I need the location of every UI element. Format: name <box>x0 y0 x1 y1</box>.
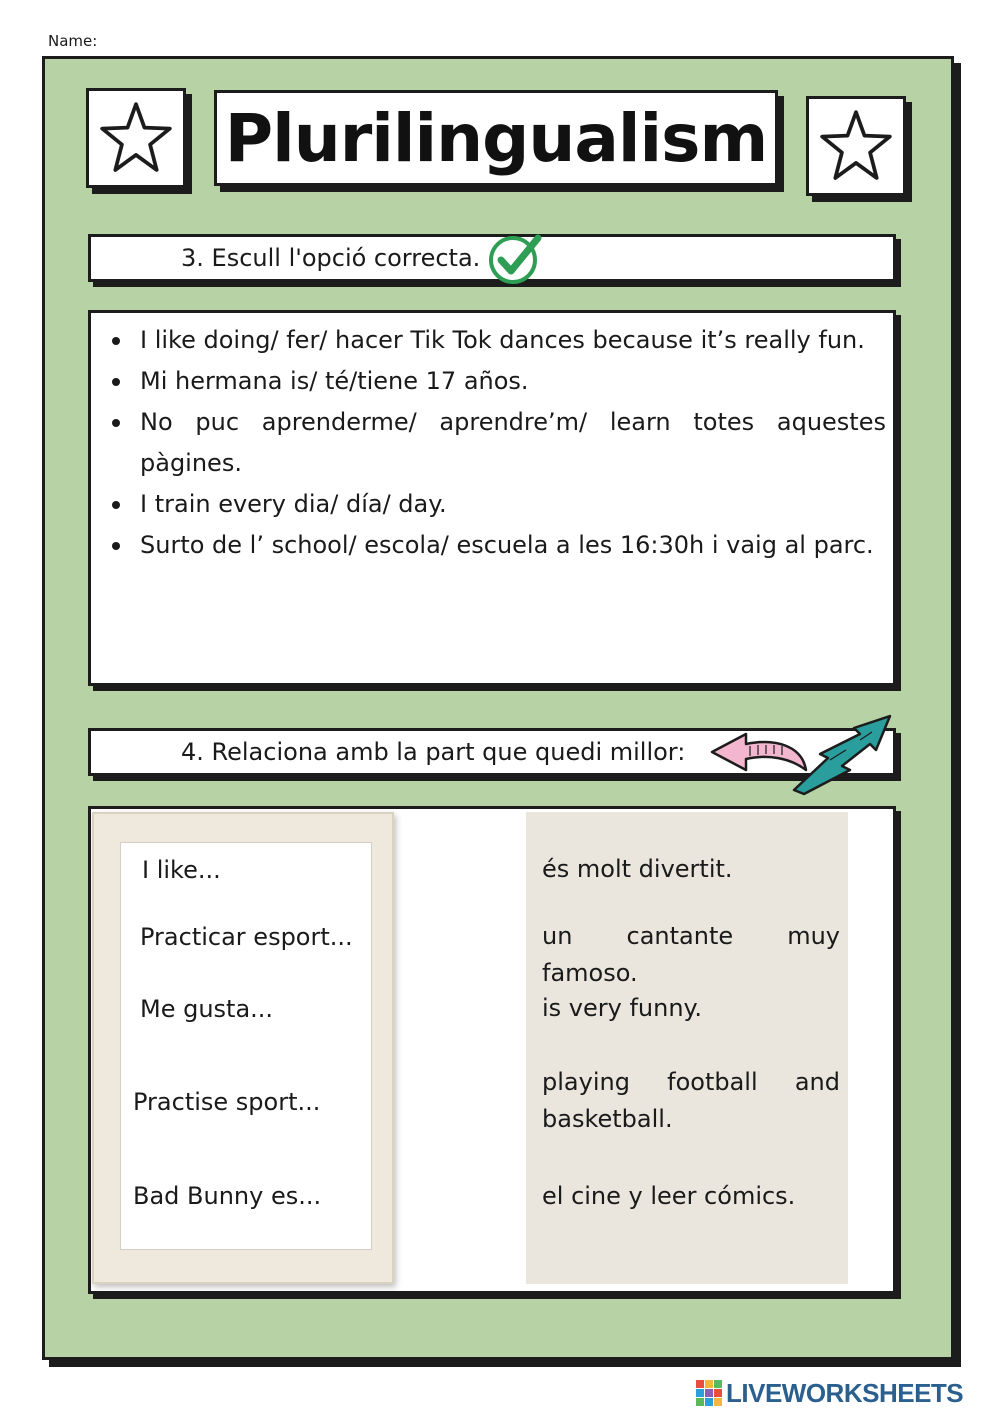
right-option[interactable]: és molt divertit. <box>542 855 733 883</box>
left-option[interactable]: Me gusta... <box>140 995 274 1023</box>
right-option[interactable]: el cine y leer cómics. <box>542 1182 796 1210</box>
star-box-right <box>806 96 906 196</box>
right-option[interactable]: playing football and basketball. <box>542 1068 840 1133</box>
page-title: Plurilingualism <box>224 99 768 177</box>
name-label: Name: <box>48 32 98 50</box>
left-option[interactable]: Practise sport... <box>133 1088 321 1116</box>
liveworksheets-logo <box>696 1378 963 1408</box>
left-option[interactable]: Bad Bunny es... <box>133 1182 322 1210</box>
list-item[interactable]: I like doing/ fer/ hacer Tik Tok dances because it’s really fun. <box>110 320 886 361</box>
right-option[interactable]: is very funny. <box>542 994 702 1022</box>
logo-text: LIVEWORKSHEETS <box>726 1377 964 1408</box>
exercise3-heading: 3. Escull l'opció correcta. <box>88 234 896 282</box>
star-icon <box>89 91 183 185</box>
list-item[interactable]: Mi hermana is/ té/tiene 17 años. <box>110 361 886 402</box>
left-option[interactable]: Practicar esport... <box>140 923 353 951</box>
list-item[interactable]: Surto de l’ school/ escola/ escuela a les 16:30h i vaig al parc. <box>110 525 886 566</box>
star-icon <box>809 99 903 193</box>
title-box <box>214 90 778 186</box>
checkmark-icon <box>486 230 546 286</box>
list-item[interactable]: No puc aprenderme/ aprendre’m/ learn totes aquestes pàgines. <box>110 402 886 484</box>
logo-squares-icon <box>696 1380 722 1406</box>
right-option[interactable]: un cantante muy famoso. <box>542 922 840 987</box>
exercise4-heading: 4. Relaciona amb la part que quedi millor: <box>88 728 896 776</box>
star-box-left <box>86 88 186 188</box>
left-option[interactable]: I like... <box>142 856 221 884</box>
lightning-arrow-icon <box>790 710 896 796</box>
list-item[interactable]: I train every dia/ día/ day. <box>110 484 886 525</box>
exercise3-list <box>110 320 886 566</box>
